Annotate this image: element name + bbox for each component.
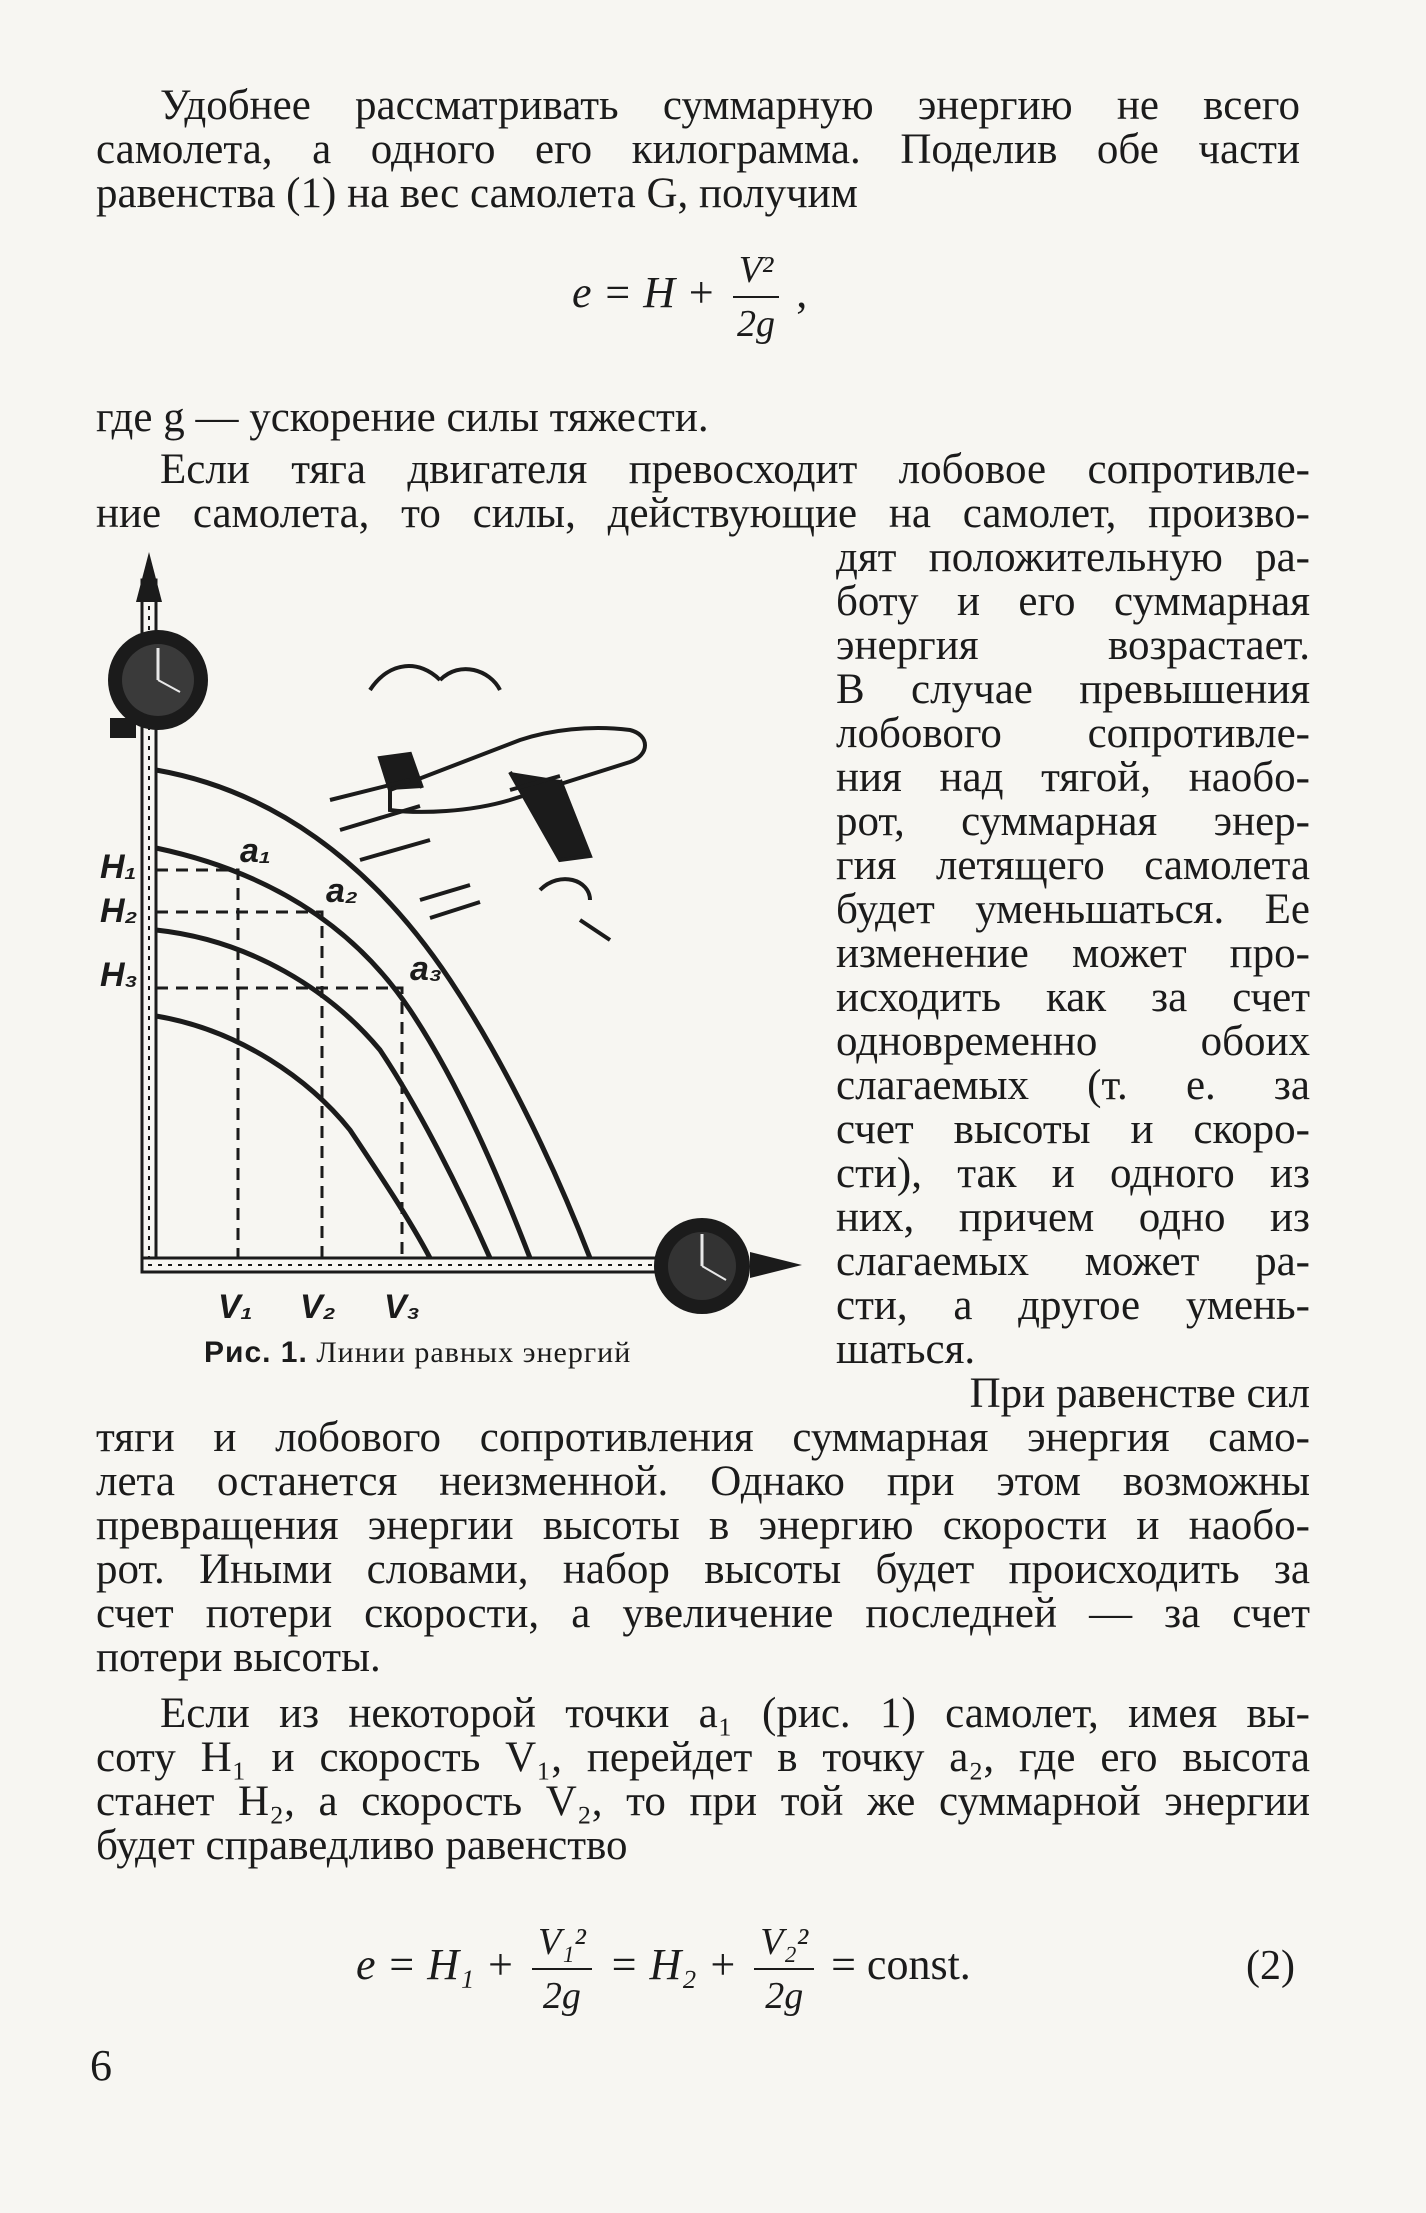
paragraph-4-line: Если из некоторой точки a₁ (рис. 1) самолет, имея вы- bbox=[160, 1690, 1310, 1737]
wrap-line: слагаемых может ра- bbox=[836, 1238, 1310, 1285]
wrap-line: сти), так и одного из bbox=[836, 1150, 1310, 1197]
paragraph-2-line-2: ние самолета, то силы, действующие на самолет, произво- bbox=[96, 490, 1310, 537]
guide-h1 bbox=[156, 870, 238, 1258]
label-v3: V₃ bbox=[384, 1288, 420, 1320]
wrap-line: исходить как за счет bbox=[836, 974, 1310, 1021]
paragraph-4-line: станет H₂, а скорость V₂, то при той же суммарной энергии bbox=[96, 1778, 1310, 1825]
paragraph-3-line: тяги и лобового сопротивления суммарная энергия само- bbox=[96, 1414, 1310, 1461]
caption-label: Рис. 1. bbox=[204, 1336, 308, 1369]
formula-constant-energy: e = H₁ + $\frac{\text{V₁²}}{2g}$ = H₂ + $\frac{\text{V₂²}}{2g}$ = const. bbox=[356, 1921, 971, 2017]
paragraph-3-line: счет потери скорости, а увеличение последней — за счет bbox=[96, 1590, 1310, 1637]
guide-h2 bbox=[156, 912, 322, 1258]
wrap-line: рот, суммарная энер- bbox=[836, 798, 1310, 845]
equation-number: (2) bbox=[1246, 1943, 1295, 1989]
label-v1: V₁ bbox=[218, 1288, 253, 1320]
figure-equal-energy-lines bbox=[90, 540, 820, 1320]
paragraph-4-line: будет справедливо равенство bbox=[96, 1822, 628, 1869]
paragraph-4-line: соту H₁ и скорость V₁, перейдет в точку a₂, где его высота bbox=[96, 1734, 1310, 1781]
wrap-line: ния над тягой, наобо- bbox=[836, 754, 1310, 801]
label-a3: a₃ bbox=[410, 950, 443, 988]
airplane-illustration bbox=[330, 666, 645, 940]
page-number: 6 bbox=[90, 2041, 112, 2090]
paragraph-1-line-3: равенства (1) на вес самолета G, получим bbox=[96, 170, 858, 217]
wrap-line: будет уменьшаться. Ее bbox=[836, 886, 1310, 933]
paragraph-1-line-1: Удобнее рассматривать суммарную энергию не всего bbox=[160, 82, 1300, 129]
where-line: где g — ускорение силы тяжести. bbox=[96, 394, 709, 441]
label-h3: H₃ bbox=[100, 956, 138, 994]
label-v2: V₂ bbox=[300, 1288, 336, 1320]
wrap-line: В случае превышения bbox=[836, 666, 1310, 713]
wrap-line: шаться. bbox=[836, 1326, 976, 1373]
formula-1-numerator: V² bbox=[733, 248, 780, 298]
paragraph-3-line-1: При равенстве сил bbox=[969, 1370, 1310, 1417]
energy-curve-4 bbox=[156, 1016, 430, 1258]
label-a1: a₁ bbox=[240, 832, 271, 870]
wrap-line: дят положительную ра- bbox=[836, 534, 1310, 581]
label-a2: a₂ bbox=[326, 872, 358, 910]
paragraph-1-line-2: самолета, а одного его килограмма. Поделив обе части bbox=[96, 126, 1300, 173]
wrap-line: них, причем одно из bbox=[836, 1194, 1310, 1241]
paragraph-3-line: рот. Иными словами, набор высоты будет происходить за bbox=[96, 1546, 1310, 1593]
paragraph-2-line-1: Если тяга двигателя превосходит лобовое сопротивле- bbox=[160, 446, 1310, 493]
figure-caption bbox=[204, 1336, 631, 1370]
wrap-line: боту и его суммарная bbox=[836, 578, 1310, 625]
wrap-line: изменение может про- bbox=[836, 930, 1310, 977]
wrap-line: одновременно обоих bbox=[836, 1018, 1310, 1065]
paragraph-3-line: превращения энергии высоты в энергию скорости и наобо- bbox=[96, 1502, 1310, 1549]
wrap-line: сти, а другое умень- bbox=[836, 1282, 1310, 1329]
altimeter-icon bbox=[108, 630, 208, 738]
guide-h3 bbox=[156, 988, 402, 1258]
formula-energy-per-kg: e = H + $\frac{\text{V²}}{2g}$ , bbox=[572, 249, 808, 345]
wrap-line: энергия возрастает. bbox=[836, 622, 1310, 669]
paragraph-3-line: потери высоты. bbox=[96, 1634, 381, 1681]
wrap-line: счет высоты и скоро- bbox=[836, 1106, 1310, 1153]
formula-1-denominator: 2g bbox=[736, 303, 775, 345]
wrap-line: лобового сопротивле- bbox=[836, 710, 1310, 757]
wrap-line: слагаемых (т. е. за bbox=[836, 1062, 1310, 1109]
speedometer-icon bbox=[654, 1218, 750, 1314]
energy-curve-1 bbox=[156, 770, 590, 1258]
label-h1: H₁ bbox=[100, 848, 137, 886]
paragraph-3-line: лета останется неизменной. Однако при этом возможны bbox=[96, 1458, 1310, 1505]
label-h2: H₂ bbox=[100, 892, 138, 930]
caption-text: Линии равных энергий bbox=[316, 1336, 632, 1369]
wrap-line: гия летящего самолета bbox=[836, 842, 1310, 889]
